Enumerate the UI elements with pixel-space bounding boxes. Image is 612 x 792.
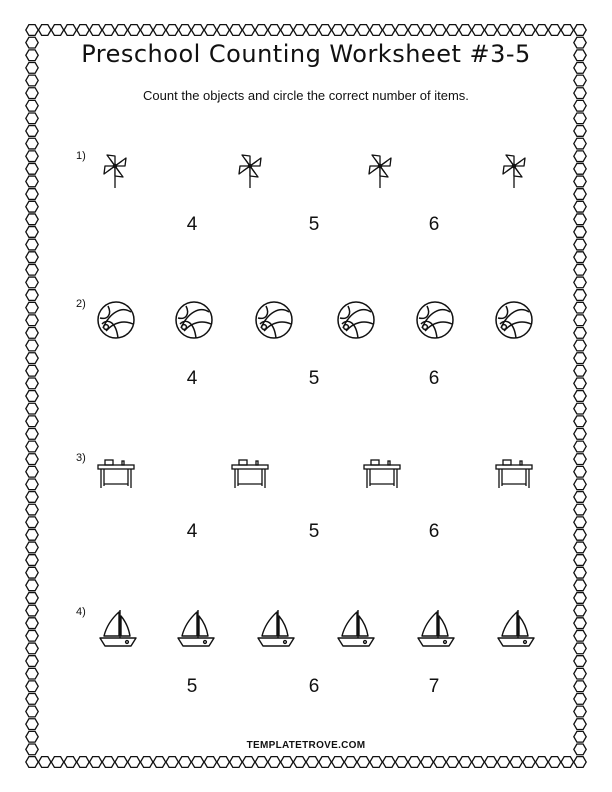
sailboat-icon xyxy=(254,606,298,650)
sailboat-icon xyxy=(494,606,538,650)
footer-brand: TEMPLATETROVE.COM xyxy=(246,740,366,751)
beach-ball-icon xyxy=(94,298,138,342)
answer-choice[interactable]: 5 xyxy=(308,521,320,542)
answer-choice[interactable]: 4 xyxy=(186,368,198,389)
worksheet-title: Preschool Counting Worksheet #3-5 xyxy=(81,40,531,68)
sailboat-icon xyxy=(334,606,378,650)
question-number: 3) xyxy=(76,452,86,464)
desk-icon xyxy=(228,450,272,494)
sailboat-icon xyxy=(96,606,140,650)
desk-icon xyxy=(360,450,404,494)
instructions-text: Count the objects and circle the correct number of items. xyxy=(143,88,469,103)
answer-choice[interactable]: 7 xyxy=(428,676,440,697)
beach-ball-icon xyxy=(252,298,296,342)
beach-ball-icon xyxy=(492,298,536,342)
sailboat-icon xyxy=(174,606,218,650)
beach-ball-icon xyxy=(172,298,216,342)
answer-choice[interactable]: 6 xyxy=(308,676,320,697)
desk-icon xyxy=(94,450,138,494)
answer-choice[interactable]: 6 xyxy=(428,368,440,389)
desk-icon xyxy=(492,450,536,494)
answer-choice[interactable]: 4 xyxy=(186,521,198,542)
pinwheel-icon xyxy=(492,146,536,190)
answer-choice[interactable]: 6 xyxy=(428,214,440,235)
question-number: 1) xyxy=(76,150,86,162)
question-number: 2) xyxy=(76,298,86,310)
beach-ball-icon xyxy=(413,298,457,342)
question-number: 4) xyxy=(76,606,86,618)
pinwheel-icon xyxy=(358,146,402,190)
sailboat-icon xyxy=(414,606,458,650)
beach-ball-icon xyxy=(334,298,378,342)
answer-choice[interactable]: 5 xyxy=(186,676,198,697)
answer-choice[interactable]: 4 xyxy=(186,214,198,235)
pinwheel-icon xyxy=(93,146,137,190)
answer-choice[interactable]: 5 xyxy=(308,368,320,389)
pinwheel-icon xyxy=(228,146,272,190)
answer-choice[interactable]: 5 xyxy=(308,214,320,235)
answer-choice[interactable]: 6 xyxy=(428,521,440,542)
